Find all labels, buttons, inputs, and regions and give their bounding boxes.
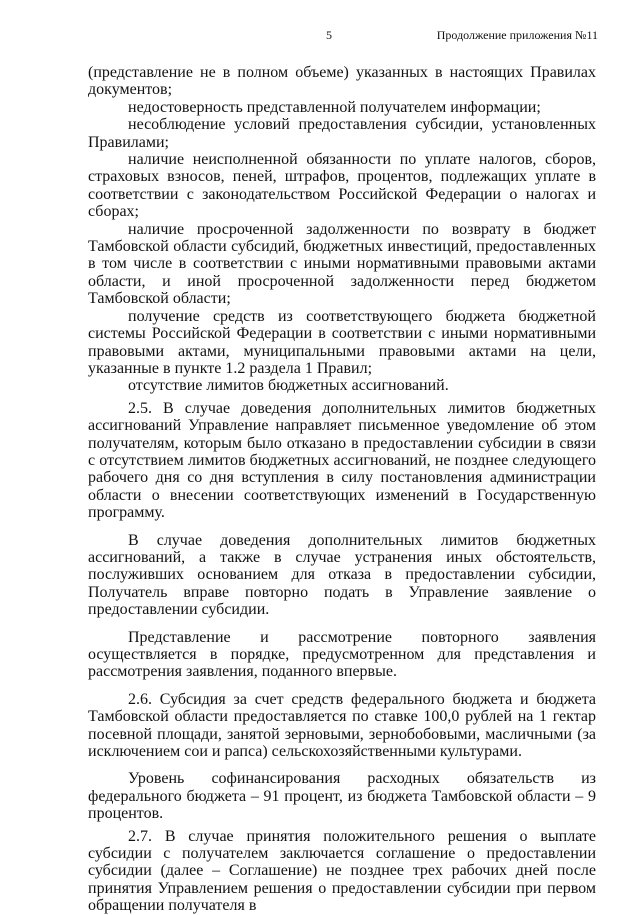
paragraph: Представление и рассмотрение повторного заявления осуществляется в порядке, предусмотренном для представления и рассмотрения заявления, поданного впервые.: [88, 628, 596, 681]
paragraph: (представление не в полном объеме) указанных в настоящих Правилах документов;: [88, 64, 596, 99]
paragraph: недостоверность представленной получателем информации;: [128, 98, 541, 116]
paragraph: 2.5. В случае доведения дополнительных лимитов бюджетных ассигнований Управление направляет письменное уведомление об этом получателям, которым было отказано в предоставлении субсидии в связи с отсутствием лимитов бюджетных ассигнований, не позднее следующего рабочего дня со дня вступления в силу постановления администрации области о внесении соответствующих изменений в Государственную программу.: [88, 399, 596, 522]
paragraph: получение средств из соответствующего бюджета бюджетной системы Российской Федерации в соответствии с иными нормативными правовыми актами, муниципальными правовыми актами на цели, указанные в пункте 1.2 раздела 1 Правил;: [88, 307, 596, 377]
paragraph: наличие просроченной задолженности по возврату в бюджет Тамбовской области субсидий, бюджетных инвестиций, предоставленных в том числе в соответствии с иными нормативными правовыми актами области, и иной просроченной задолженности перед бюджетом Тамбовской области;: [88, 220, 596, 308]
paragraph: 2.7. В случае принятия положительного решения о выплате субсидии с получателем заключается соглашение о предоставлении субсидии (далее – Соглашение) не позднее трех рабочих дней после принятия Управлением решения о предоставлении субсидии при первом обращении получателя в: [88, 827, 596, 915]
appendix-continuation-label: Продолжение приложения №11: [436, 28, 598, 42]
paragraph: Уровень софинансирования расходных обязательств из федерального бюджета – 91 процент, из бюджета Тамбовской области – 9 процентов.: [88, 770, 596, 823]
paragraph: В случае доведения дополнительных лимитов бюджетных ассигнований, а также в случае устранения иных обстоятельств, послуживших основанием для отказа в предоставлении субсидии, Получатель вправе повторно подать в Управление заявление о предоставлении субсидии.: [88, 531, 596, 619]
page-header: [0, 28, 640, 48]
paragraph: отсутствие лимитов бюджетных ассигнований.: [128, 377, 449, 395]
document-body: [88, 64, 596, 915]
paragraph: наличие неисполненной обязанности по уплате налогов, сборов, страховых взносов, пеней, штрафов, процентов, подлежащих уплате в соответствии с законодательством Российской Федерации о налогах и сборах;: [88, 151, 596, 221]
paragraph: несоблюдение условий предоставления субсидии, установленных Правилами;: [88, 116, 596, 151]
paragraph: 2.6. Субсидия за счет средств федерального бюджета и бюджета Тамбовской области предоставляется по ставке 100,0 рублей на 1 гектар посевной площади, занятой зерновыми, зернобобовыми, масличными (за исключением сои и рапса) сельскохозяйственными культурами.: [88, 690, 596, 761]
page-number: 5: [326, 28, 332, 42]
